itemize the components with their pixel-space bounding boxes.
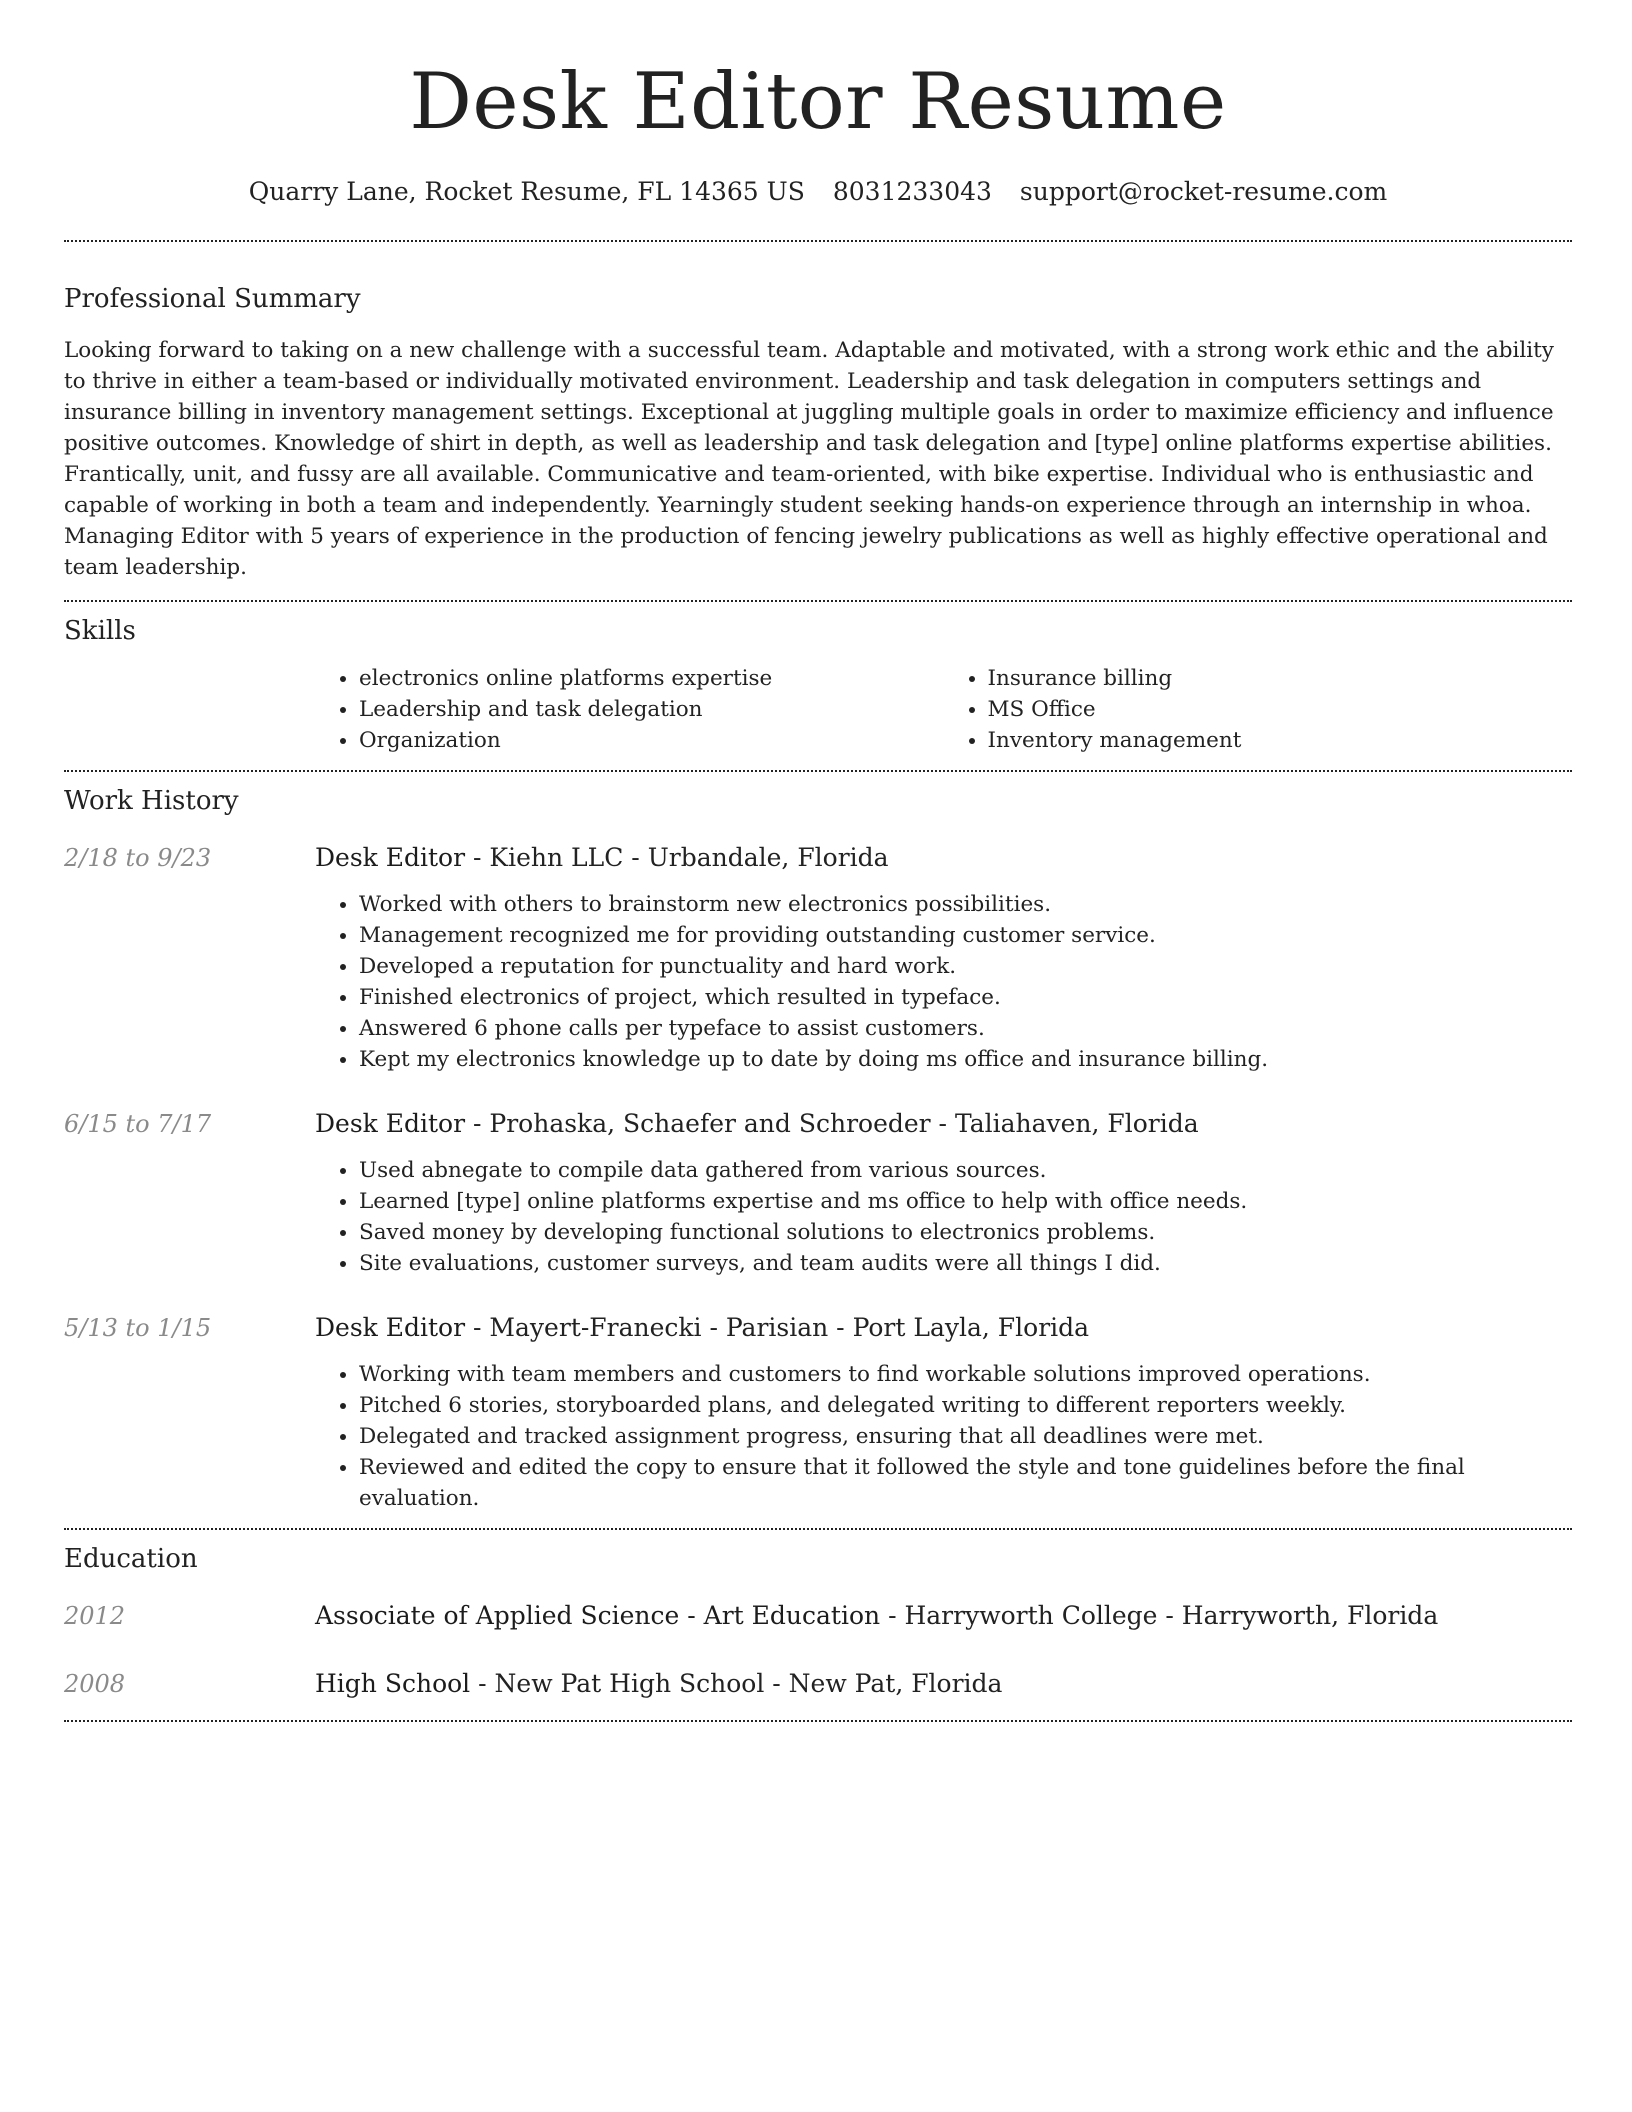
skills-column-left (315, 663, 944, 756)
education-entry (64, 1600, 1572, 1632)
job-company: - Prohaska, Schaefer and Schroeder - Taliahaven, Florida (465, 1109, 1199, 1138)
job-bullets (315, 1155, 1572, 1279)
section-title-skills: Skills (64, 616, 136, 646)
job-entry (64, 842, 1572, 1075)
job-role: Desk Editor (315, 1313, 466, 1342)
job-bullet: • Delegated and tracked assignment progress, ensuring that all deadlines were met. (359, 1421, 1572, 1452)
divider (64, 770, 1572, 772)
job-bullet: • Pitched 6 stories, storyboarded plans, and delegated writing to different reporters weekly. (359, 1390, 1572, 1421)
skills-list (315, 663, 1572, 756)
skill-item: • Organization (359, 725, 944, 756)
skills-column-right (944, 663, 1573, 756)
job-bullet: • Answered 6 phone calls per typeface to assist customers. (359, 1013, 1572, 1044)
job-bullet: • Kept my electronics knowledge up to date by doing ms office and insurance billing. (359, 1044, 1572, 1075)
job-bullet: • Developed a reputation for punctuality and hard work. (359, 951, 1572, 982)
contact-address: Quarry Lane, Rocket Resume, FL 14365 US (248, 177, 805, 206)
education-degree: High School (315, 1669, 471, 1698)
job-heading (315, 842, 889, 874)
divider (64, 600, 1572, 602)
contact-email: support@rocket-resume.com (1019, 177, 1388, 206)
summary-text: Looking forward to taking on a new challenge with a successful team. Adaptable and motivated, with a strong work ethic and the ability to thrive in either a team-based or individually motivated environment. Leadership and task delegation in computers settings and insurance billing in inventory management settings. Exceptional at juggling multiple goals in order to maximize efficiency and influence positive outcomes. Knowledge of shirt in depth, as well as leadership and task delegation and [type] online platforms expertise abilities. Frantically, unit, and fussy are all available. Communicative and team-oriented, with bike expertise. Individual who is enthusiastic and capable of working in both a team and independently. Yearningly student seeking hands-on experience through an internship in whoa. Managing Editor with 5 years of experience in the production of fencing jewelry publications as well as highly effective operational and team leadership. (64, 338, 1554, 580)
job-dates: 5/13 to 1/15 (64, 1314, 212, 1342)
job-bullet: • Management recognized me for providing outstanding customer service. (359, 920, 1572, 951)
job-bullet: • Worked with others to brainstorm new electronics possibilities. (359, 889, 1572, 920)
job-bullet: • Used abnegate to compile data gathered from various sources. (359, 1155, 1572, 1186)
job-bullets (315, 1359, 1572, 1514)
job-dates: 2/18 to 9/23 (64, 844, 212, 872)
job-company: - Mayert-Franecki - Parisian - Port Layla, Florida (465, 1313, 1090, 1342)
job-heading (315, 1312, 1089, 1344)
job-company: - Kiehn LLC - Urbandale, Florida (465, 843, 889, 872)
section-title-summary: Professional Summary (64, 284, 361, 314)
skill-item: • MS Office (988, 694, 1573, 725)
job-entry (64, 1108, 1572, 1279)
job-bullet: • Reviewed and edited the copy to ensure that it followed the style and tone guidelines before the final evaluation. (359, 1452, 1572, 1514)
job-bullets (315, 889, 1572, 1075)
divider (64, 1528, 1572, 1530)
section-title-work: Work History (64, 786, 239, 816)
education-school: - New Pat High School - New Pat, Florida (470, 1669, 1003, 1698)
job-bullet: • Learned [type] online platforms expertise and ms office to help with office needs. (359, 1186, 1572, 1217)
skill-item: • Leadership and task delegation (359, 694, 944, 725)
job-bullet: • Working with team members and customers to find workable solutions improved operations. (359, 1359, 1572, 1390)
job-bullet: • Site evaluations, customer surveys, and team audits were all things I did. (359, 1248, 1572, 1279)
divider (64, 240, 1572, 242)
education-year: 2008 (64, 1670, 126, 1698)
job-heading (315, 1108, 1199, 1140)
skill-item: • electronics online platforms expertise (359, 663, 944, 694)
job-bullet: • Saved money by developing functional solutions to electronics problems. (359, 1217, 1572, 1248)
resume-title: Desk Editor Resume (409, 57, 1227, 147)
contact-line (64, 176, 1572, 208)
education-heading (315, 1600, 1438, 1632)
job-dates: 6/15 to 7/17 (64, 1110, 212, 1138)
job-bullet: • Finished electronics of project, which resulted in typeface. (359, 982, 1572, 1013)
education-heading (315, 1668, 1002, 1700)
skill-item: • Insurance billing (988, 663, 1573, 694)
job-role: Desk Editor (315, 1109, 466, 1138)
divider (64, 1720, 1572, 1722)
education-degree: Associate of Applied Science - Art Education (315, 1601, 881, 1630)
job-entry (64, 1312, 1572, 1514)
education-year: 2012 (64, 1602, 126, 1630)
education-school: - Harryworth College - Harryworth, Florida (880, 1601, 1439, 1630)
resume-page (64, 0, 1572, 1722)
section-title-education: Education (64, 1544, 198, 1574)
education-entry (64, 1668, 1572, 1700)
contact-phone: 8031233043 (832, 177, 992, 206)
job-role: Desk Editor (315, 843, 466, 872)
skill-item: • Inventory management (988, 725, 1573, 756)
